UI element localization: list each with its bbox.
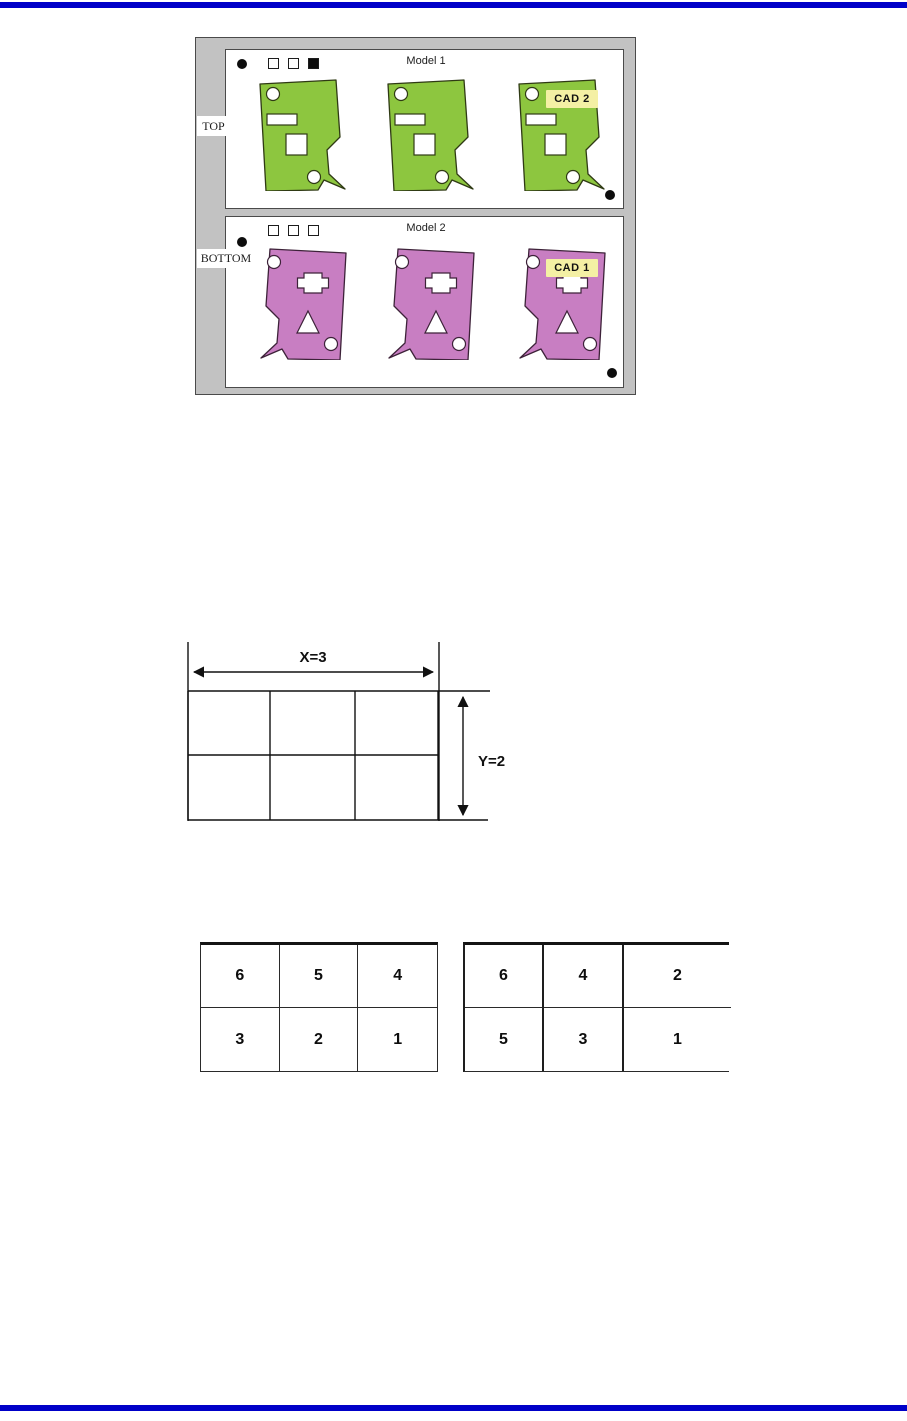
step-repeat-dimension-figure <box>185 635 545 831</box>
top-rule <box>0 2 907 8</box>
side-label-top: TOP <box>197 116 230 136</box>
marker-square-icon <box>268 225 279 236</box>
pcb-board-pink-icon <box>259 248 349 360</box>
grid-cell: 6 <box>465 945 544 1008</box>
marker-square-icon <box>268 58 279 69</box>
bottom-panel-model2 <box>225 216 624 388</box>
side-label-bottom: BOTTOM <box>197 249 255 268</box>
grid-cell: 1 <box>393 1030 403 1048</box>
grid-cell: 1 <box>673 1030 682 1048</box>
model2-label: Model 2 <box>406 222 446 234</box>
cad1-tag: CAD 1 <box>546 259 598 277</box>
model1-label: Model 1 <box>406 55 446 67</box>
grid-cell: 3 <box>201 1008 280 1071</box>
numbering-grid-sequential <box>200 942 438 1072</box>
top-panel-model1 <box>225 49 624 209</box>
y-dimension-label: Y=2 <box>478 753 506 770</box>
marker-square-icon <box>288 58 299 69</box>
fiducial-dot-icon <box>237 237 247 247</box>
grid-cell: 5 <box>280 945 359 1008</box>
pcb-board-pink-icon <box>387 248 477 360</box>
fiducial-dot-icon <box>237 59 247 69</box>
grid-cell: 2 <box>624 945 731 1008</box>
marker-square-icon <box>288 225 299 236</box>
grid-cell: 4 <box>358 945 437 1008</box>
pcb-board-green-icon <box>518 79 608 191</box>
grid-cell: 3 <box>544 1008 624 1071</box>
bottom-rule <box>0 1405 907 1411</box>
numbering-grid-columnwise <box>463 942 729 1072</box>
pcb-board-pink-icon <box>518 248 608 360</box>
grid-cell: 4 <box>544 945 624 1008</box>
fiducial-dot-icon <box>607 368 617 378</box>
fiducial-dot-icon <box>605 190 615 200</box>
grid-cell: 2 <box>280 1008 359 1071</box>
x-dimension-label: X=3 <box>299 649 327 666</box>
pcb-board-green-icon <box>259 79 349 191</box>
panel-frame <box>195 37 636 395</box>
grid-cell: 6 <box>201 945 280 1008</box>
marker-square-icon <box>308 225 319 236</box>
marker-square-filled-icon <box>308 58 319 69</box>
cad2-tag: CAD 2 <box>546 90 598 108</box>
pcb-board-green-icon <box>387 79 477 191</box>
grid-cell: 5 <box>465 1008 544 1071</box>
